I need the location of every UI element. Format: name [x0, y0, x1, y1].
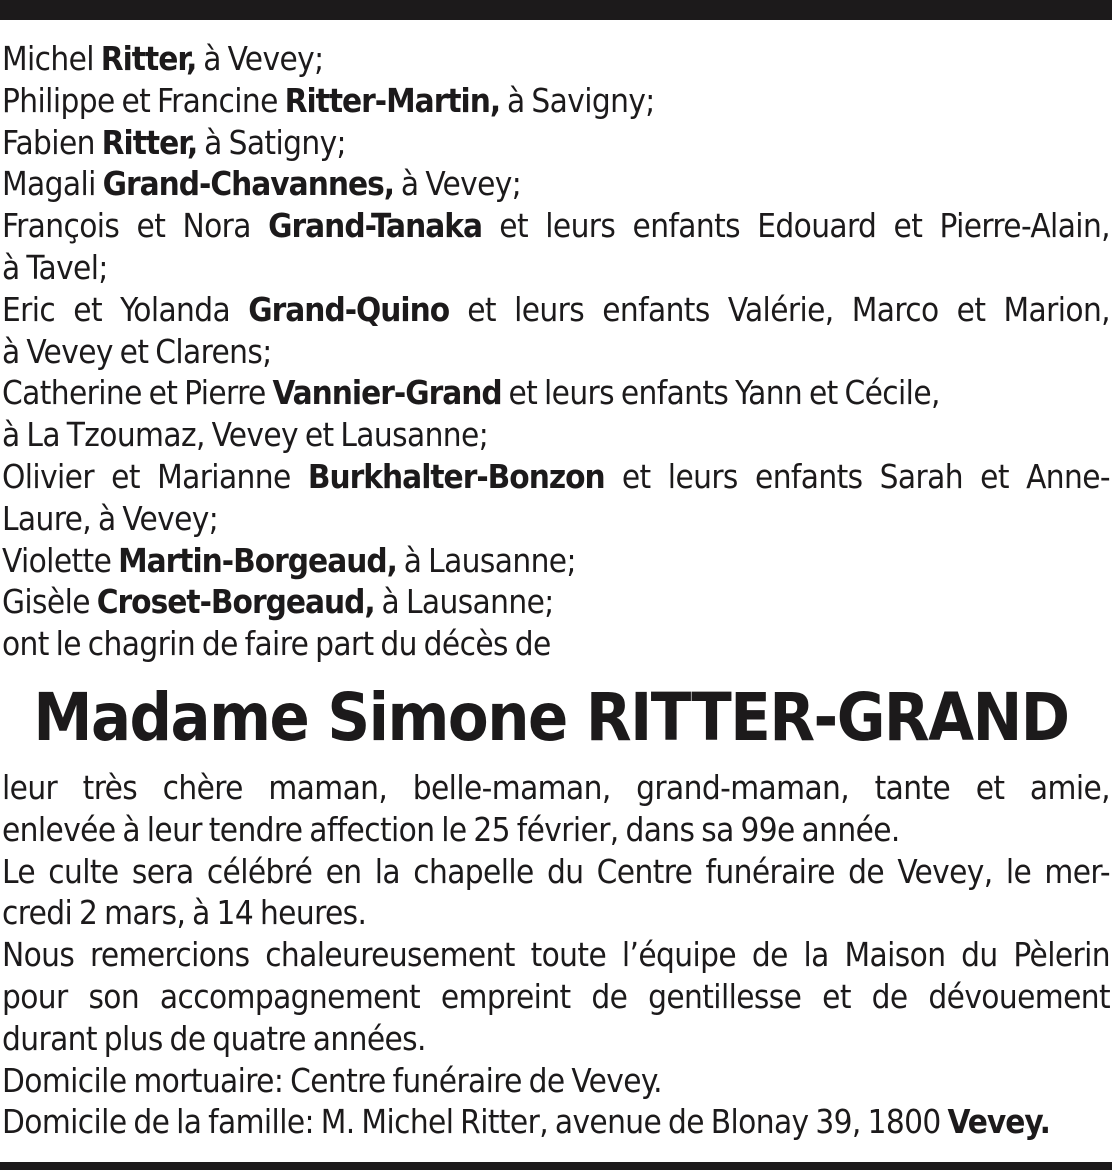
announcement-line: ont le chagrin de faire part du décès de: [2, 624, 551, 664]
family-line: Magali Grand-Chavannes, à Vevey;: [2, 164, 522, 204]
family-line: à La Tzoumaz, Vevey et Lausanne;: [2, 415, 489, 455]
family-line: Catherine et Pierre Vannier-Grand et leurs enfants Yann et Cécile,: [2, 373, 940, 413]
family-line: à Vevey et Clarens;: [2, 331, 272, 371]
top-rule: [0, 0, 1112, 20]
family-line: à Tavel;: [2, 247, 108, 287]
body-line: enlevée à leur tendre affection le 25 février, dans sa 99e année.: [2, 809, 900, 849]
family-line: Eric et Yolanda Grand-Quino et leurs enfants Valérie, Marco et Marion,: [2, 289, 1110, 329]
family-line: Fabien Ritter, à Satigny;: [2, 122, 346, 162]
family-address-line: Domicile de la famille: M. Michel Ritter, avenue de Blonay 39, 1800 Vevey.: [2, 1102, 1050, 1142]
body-line: Le culte sera célébré en la chapelle du Centre funéraire de Vevey, le mer-: [2, 851, 1110, 891]
bottom-rule: [0, 1162, 1112, 1170]
body-line: Domicile mortuaire: Centre funéraire de Vevey.: [2, 1060, 662, 1100]
family-line: Olivier et Marianne Burkhalter-Bonzon et leurs enfants Sarah et Anne-: [2, 456, 1111, 496]
body-line: leur très chère maman, belle-maman, grand-maman, tante et amie,: [2, 767, 1110, 807]
notice-text: [2, 38, 1110, 1143]
family-line: Michel Ritter, à Vevey;: [2, 39, 324, 78]
body-line: durant plus de quatre années.: [2, 1018, 426, 1058]
family-line: Violette Martin-Borgeaud, à Lausanne;: [2, 540, 576, 580]
deceased-name: Madame Simone RITTER-GRAND: [33, 678, 1069, 756]
family-line: François et Nora Grand-Tanaka et leurs enfants Edouard et Pierre-Alain,: [2, 206, 1110, 246]
family-line: Laure, à Vevey;: [2, 498, 219, 538]
body-line: Nous remercions chaleureusement toute l’équipe de la Maison du Pèlerin: [2, 935, 1110, 975]
family-line: Philippe et Francine Ritter-Martin, à Savigny;: [2, 80, 655, 120]
body-line: pour son accompagnement empreint de gentillesse et de dévouement: [2, 976, 1110, 1016]
family-line: Gisèle Croset-Borgeaud, à Lausanne;: [2, 582, 554, 622]
body-line: credi 2 mars, à 14 heures.: [2, 893, 367, 933]
